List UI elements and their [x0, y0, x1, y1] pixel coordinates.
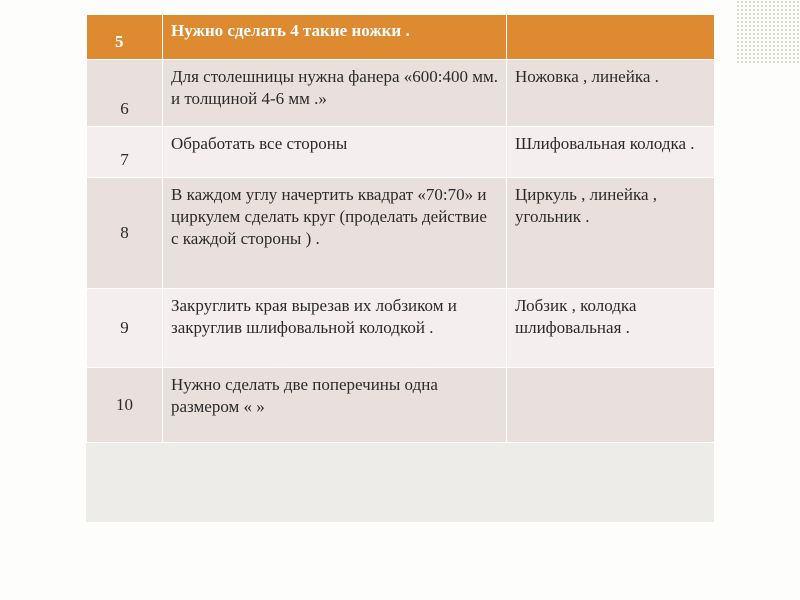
work-steps-table: [86, 14, 715, 443]
step-tools: Шлифовальная колодка .: [507, 127, 715, 178]
step-tools: Ножовка , линейка .: [507, 60, 715, 127]
step-number: 6: [87, 60, 163, 127]
step-number: 8: [87, 178, 163, 289]
step-tools: [507, 15, 715, 60]
step-task: Нужно сделать две поперечины одна размером « »: [163, 368, 507, 443]
step-number: 5: [87, 15, 163, 60]
table-row: [87, 127, 715, 178]
step-number: 10: [87, 368, 163, 443]
table-row: [87, 60, 715, 127]
table-row: [87, 368, 715, 443]
table-row: [87, 178, 715, 289]
step-task: В каждом углу начертить квадрат «70:70» и циркулем сделать круг (проделать действие с каждой стороны ) .: [163, 178, 507, 289]
step-task: Обработать все стороны: [163, 127, 507, 178]
step-number: 7: [87, 127, 163, 178]
step-task: Закруглить края вырезав их лобзиком и закруглив шлифовальной колодкой .: [163, 289, 507, 368]
step-task: Нужно сделать 4 такие ножки .: [163, 15, 507, 60]
table-row: [87, 289, 715, 368]
corner-dot-pattern: [736, 0, 800, 64]
step-task: Для столешницы нужна фанера «600:400 мм. и толщиной 4-6 мм .»: [163, 60, 507, 127]
step-tools: Циркуль , линейка , угольник .: [507, 178, 715, 289]
table-header-row: [87, 15, 715, 60]
step-number: 9: [87, 289, 163, 368]
step-tools: Лобзик , колодка шлифовальная .: [507, 289, 715, 368]
step-tools: [507, 368, 715, 443]
